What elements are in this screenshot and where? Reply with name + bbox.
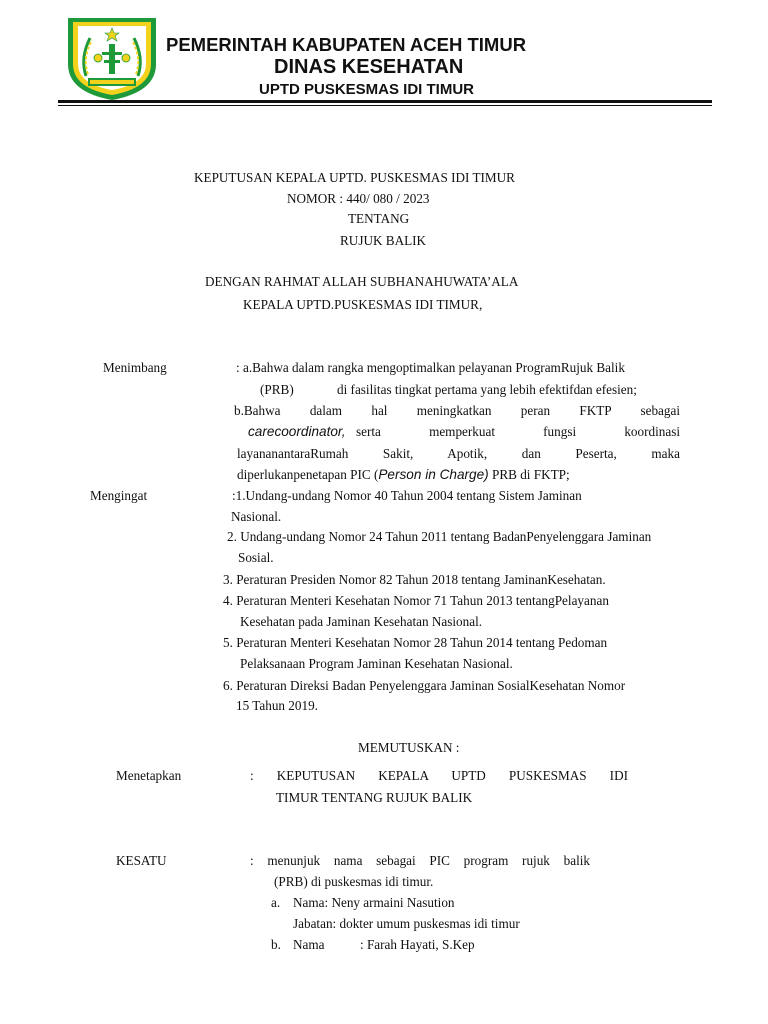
- menimbang-a-line1: : a.Bahwa dalam rangka mengoptimalkan pelayanan ProgramRujuk Balik: [236, 360, 625, 375]
- kesatu-b-marker: b.: [271, 937, 281, 952]
- decree-about: TENTANG: [348, 211, 410, 226]
- mengingat-item-2-cont: Sosial.: [238, 550, 274, 565]
- kesatu-a-position: Jabatan: dokter umum puskesmas idi timur: [293, 916, 520, 931]
- kesatu-line2: (PRB) di puskesmas idi timur.: [274, 874, 434, 889]
- mengingat-item-5-cont: Pelaksanaan Program Jaminan Kesehatan Nasional.: [240, 656, 513, 671]
- menimbang-a-prb: (PRB): [260, 382, 294, 397]
- menimbang-b-line4-italic: Person in Charge): [378, 467, 489, 482]
- regency-emblem-icon: [58, 14, 166, 102]
- mengingat-item-4: 4. Peraturan Menteri Kesehatan Nomor 71 Tahun 2013 tentangPelayanan: [223, 593, 609, 608]
- letterhead-line-government: PEMERINTAH KABUPATEN ACEH TIMUR: [166, 34, 527, 55]
- letterhead-line-unit: UPTD PUSKESMAS IDI TIMUR: [259, 81, 475, 98]
- mengingat-item-6: 6. Peraturan Direksi Badan Penyelenggara Jaminan SosialKesehatan Nomor: [223, 678, 626, 693]
- decree-title: KEPUTUSAN KEPALA UPTD. PUSKESMAS IDI TIMUR: [194, 170, 515, 185]
- mengingat-label: Mengingat: [90, 488, 148, 503]
- mengingat-item-4-cont: Kesehatan pada Jaminan Kesehatan Nasional.: [240, 614, 483, 629]
- menimbang-b-line4: [237, 466, 570, 484]
- menimbang-b-line2: serta memperkuat fungsi koordinasi: [356, 424, 680, 439]
- menimbang-b-line4-post: PRB di FKTP;: [488, 467, 570, 482]
- menimbang-b-carecoordinator: carecoordinator,: [248, 424, 346, 439]
- menetapkan-line1: : KEPUTUSAN KEPALA UPTD PUSKESMAS IDI: [250, 768, 628, 783]
- kesatu-b-name-value: : Farah Hayati, S.Kep: [360, 937, 475, 952]
- mengingat-item-1-cont: Nasional.: [231, 509, 282, 524]
- letterhead-line-agency: DINAS KESEHATAN: [274, 56, 464, 78]
- letterhead-rule-thin: [58, 105, 712, 106]
- menimbang-b-line3: layananantaraRumah Sakit, Apotik, dan Peserta, maka: [237, 446, 680, 461]
- decree-number: NOMOR : 440/ 080 / 2023: [287, 191, 430, 206]
- kesatu-line1: : menunjuk nama sebagai PIC program rujuk balik: [250, 853, 590, 868]
- menimbang-b-line1: b.Bahwa dalam hal meningkatkan peran FKTP sebagai: [234, 403, 680, 418]
- decree-authority: KEPALA UPTD.PUSKESMAS IDI TIMUR,: [243, 297, 483, 312]
- menetapkan-label: Menetapkan: [116, 768, 182, 783]
- kesatu-label: KESATU: [116, 853, 167, 868]
- menimbang-label: Menimbang: [103, 360, 167, 375]
- letterhead-rule-thick: [58, 100, 712, 103]
- mengingat-item-5: 5. Peraturan Menteri Kesehatan Nomor 28 Tahun 2014 tentang Pedoman: [223, 635, 608, 650]
- menetapkan-line2: TIMUR TENTANG RUJUK BALIK: [276, 790, 473, 805]
- kesatu-b-name-label: Nama: [293, 937, 325, 952]
- kesatu-a-marker: a.: [271, 895, 281, 910]
- kesatu-a-name: Nama: Neny armaini Nasution: [293, 895, 455, 910]
- mengingat-item-6-cont: 15 Tahun 2019.: [236, 698, 318, 713]
- menimbang-a-line2: di fasilitas tingkat pertama yang lebih efektifdan efesien;: [337, 382, 637, 397]
- mengingat-item-3: 3. Peraturan Presiden Nomor 82 Tahun 2018 tentang JaminanKesehatan.: [223, 572, 606, 587]
- mengingat-item-1: :1.Undang-undang Nomor 40 Tahun 2004 tentang Sistem Jaminan: [232, 488, 582, 503]
- mengingat-item-2: 2. Undang-undang Nomor 24 Tahun 2011 tentang BadanPenyelenggara Jaminan: [227, 529, 652, 544]
- decree-invocation: DENGAN RAHMAT ALLAH SUBHANAHUWATA’ALA: [205, 274, 519, 289]
- decree-subject: RUJUK BALIK: [340, 233, 427, 248]
- memutuskan-heading: MEMUTUSKAN :: [358, 740, 460, 755]
- menimbang-b-line4-pre: diperlukanpenetapan PIC (: [237, 467, 379, 482]
